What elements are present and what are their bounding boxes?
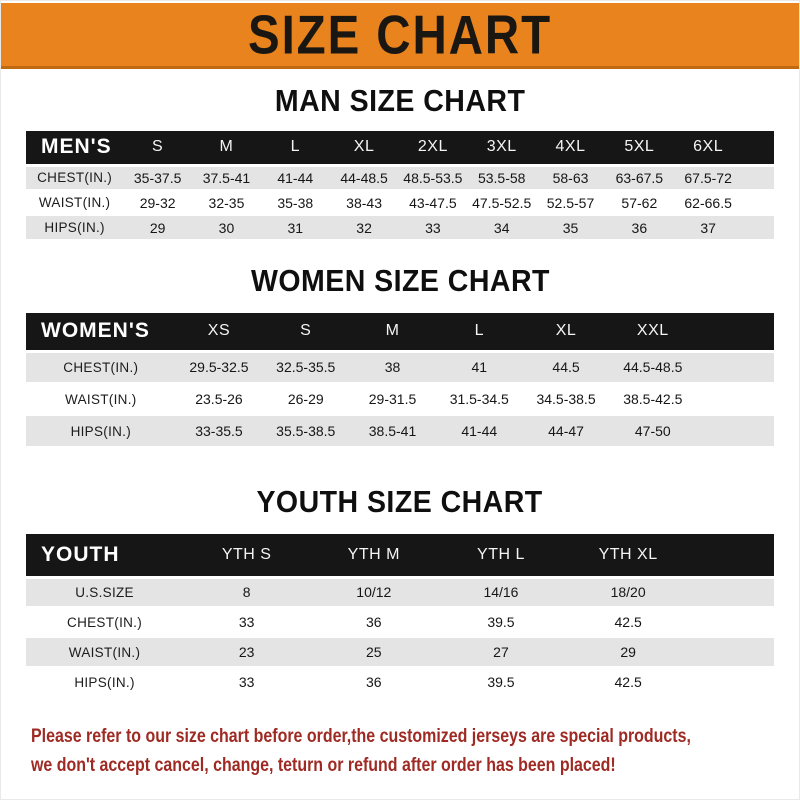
men-corner-label: MEN'S xyxy=(26,131,123,165)
size-header: 5XL xyxy=(605,131,674,165)
filler-cell xyxy=(696,351,774,383)
footer-line-2: we don't accept cancel, change, teturn or refund after order has been placed! xyxy=(31,755,616,776)
size-value: 37 xyxy=(674,215,743,240)
size-value: 29-31.5 xyxy=(349,383,436,415)
row-label: HIPS(IN.) xyxy=(26,667,183,697)
men-size-table xyxy=(26,131,774,241)
size-value: 35-38 xyxy=(261,190,330,215)
size-value: 36 xyxy=(310,667,437,697)
size-value: 32-35 xyxy=(192,190,261,215)
size-header: L xyxy=(261,131,330,165)
size-value: 31.5-34.5 xyxy=(436,383,523,415)
table-row xyxy=(26,637,774,667)
size-header: XXL xyxy=(609,313,696,351)
size-header: YTH M xyxy=(310,534,437,577)
size-value: 48.5-53.5 xyxy=(398,165,467,190)
size-value: 31 xyxy=(261,215,330,240)
size-header: 2XL xyxy=(398,131,467,165)
size-value: 32.5-35.5 xyxy=(262,351,349,383)
size-value: 63-67.5 xyxy=(605,165,674,190)
section-youth xyxy=(26,484,774,698)
size-header: YTH S xyxy=(183,534,310,577)
women-header-row xyxy=(26,313,774,351)
table-row xyxy=(26,577,774,607)
size-header: M xyxy=(349,313,436,351)
table-row xyxy=(26,415,774,447)
filler-cell xyxy=(743,215,774,240)
filler-cell xyxy=(696,313,774,351)
size-value: 37.5-41 xyxy=(192,165,261,190)
size-value: 8 xyxy=(183,577,310,607)
filler-cell xyxy=(743,190,774,215)
size-value: 38 xyxy=(349,351,436,383)
size-value: 27 xyxy=(437,637,564,667)
size-value: 57-62 xyxy=(605,190,674,215)
table-row xyxy=(26,165,774,190)
size-value: 38.5-41 xyxy=(349,415,436,447)
row-label: WAIST(IN.) xyxy=(26,383,176,415)
size-value: 14/16 xyxy=(437,577,564,607)
youth-size-table xyxy=(26,534,774,698)
size-sections xyxy=(1,83,799,698)
size-header: 3XL xyxy=(467,131,536,165)
filler-cell xyxy=(696,415,774,447)
men-heading-text: MAN SIZE CHART xyxy=(274,83,526,118)
size-value: 58-63 xyxy=(536,165,605,190)
size-value: 47-50 xyxy=(609,415,696,447)
filler-cell xyxy=(743,165,774,190)
size-value: 18/20 xyxy=(565,577,692,607)
size-header: 6XL xyxy=(674,131,743,165)
size-value: 62-66.5 xyxy=(674,190,743,215)
filler-cell xyxy=(696,383,774,415)
men-header-row xyxy=(26,131,774,165)
size-header: 4XL xyxy=(536,131,605,165)
size-value: 44.5 xyxy=(523,351,610,383)
filler-cell xyxy=(692,637,774,667)
women-heading xyxy=(26,263,774,299)
size-value: 41 xyxy=(436,351,523,383)
footer-line-1: Please refer to our size chart before order,the customized jerseys are special products, xyxy=(31,726,691,747)
size-header: XS xyxy=(176,313,263,351)
table-row xyxy=(26,607,774,637)
size-value: 43-47.5 xyxy=(398,190,467,215)
row-label: CHEST(IN.) xyxy=(26,351,176,383)
row-label: WAIST(IN.) xyxy=(26,190,123,215)
size-value: 44.5-48.5 xyxy=(609,351,696,383)
size-header: L xyxy=(436,313,523,351)
size-value: 44-48.5 xyxy=(330,165,399,190)
filler-cell xyxy=(692,667,774,697)
size-value: 10/12 xyxy=(310,577,437,607)
size-value: 29-32 xyxy=(123,190,192,215)
size-value: 42.5 xyxy=(565,607,692,637)
size-value: 29 xyxy=(565,637,692,667)
size-value: 23.5-26 xyxy=(176,383,263,415)
size-value: 42.5 xyxy=(565,667,692,697)
youth-heading xyxy=(26,484,774,520)
page-title: SIZE CHART xyxy=(248,3,552,66)
size-value: 34 xyxy=(467,215,536,240)
banner xyxy=(1,3,799,69)
footer-note xyxy=(1,722,799,780)
size-value: 29.5-32.5 xyxy=(176,351,263,383)
women-size-table xyxy=(26,313,774,448)
size-value: 35.5-38.5 xyxy=(262,415,349,447)
size-header: XL xyxy=(330,131,399,165)
row-label: CHEST(IN.) xyxy=(26,607,183,637)
size-value: 34.5-38.5 xyxy=(523,383,610,415)
row-label: CHEST(IN.) xyxy=(26,165,123,190)
size-value: 33 xyxy=(398,215,467,240)
size-value: 39.5 xyxy=(437,607,564,637)
size-value: 30 xyxy=(192,215,261,240)
size-value: 47.5-52.5 xyxy=(467,190,536,215)
row-label: HIPS(IN.) xyxy=(26,215,123,240)
size-header: S xyxy=(123,131,192,165)
filler-cell xyxy=(743,131,774,165)
size-value: 67.5-72 xyxy=(674,165,743,190)
size-value: 38.5-42.5 xyxy=(609,383,696,415)
section-women xyxy=(26,263,774,448)
size-value: 41-44 xyxy=(261,165,330,190)
size-value: 29 xyxy=(123,215,192,240)
size-value: 25 xyxy=(310,637,437,667)
size-value: 38-43 xyxy=(330,190,399,215)
size-value: 53.5-58 xyxy=(467,165,536,190)
size-header: YTH XL xyxy=(565,534,692,577)
table-row xyxy=(26,667,774,697)
table-row xyxy=(26,383,774,415)
size-header: M xyxy=(192,131,261,165)
filler-cell xyxy=(692,534,774,577)
size-value: 23 xyxy=(183,637,310,667)
women-corner-label: WOMEN'S xyxy=(26,313,176,351)
women-heading-text: WOMEN SIZE CHART xyxy=(250,263,550,298)
size-value: 33 xyxy=(183,607,310,637)
table-row xyxy=(26,351,774,383)
size-value: 26-29 xyxy=(262,383,349,415)
youth-heading-text: YOUTH SIZE CHART xyxy=(256,484,544,519)
size-header: XL xyxy=(523,313,610,351)
youth-header-row xyxy=(26,534,774,577)
size-value: 33-35.5 xyxy=(176,415,263,447)
size-value: 44-47 xyxy=(523,415,610,447)
size-value: 36 xyxy=(310,607,437,637)
size-value: 52.5-57 xyxy=(536,190,605,215)
filler-cell xyxy=(692,577,774,607)
size-value: 35 xyxy=(536,215,605,240)
section-men xyxy=(26,83,774,241)
row-label: U.S.SIZE xyxy=(26,577,183,607)
size-value: 36 xyxy=(605,215,674,240)
size-value: 35-37.5 xyxy=(123,165,192,190)
size-header: S xyxy=(262,313,349,351)
size-value: 41-44 xyxy=(436,415,523,447)
filler-cell xyxy=(692,607,774,637)
table-row xyxy=(26,190,774,215)
size-value: 33 xyxy=(183,667,310,697)
youth-corner-label: YOUTH xyxy=(26,534,183,577)
row-label: HIPS(IN.) xyxy=(26,415,176,447)
row-label: WAIST(IN.) xyxy=(26,637,183,667)
men-heading xyxy=(26,83,774,119)
size-value: 39.5 xyxy=(437,667,564,697)
table-row xyxy=(26,215,774,240)
size-value: 32 xyxy=(330,215,399,240)
size-header: YTH L xyxy=(437,534,564,577)
